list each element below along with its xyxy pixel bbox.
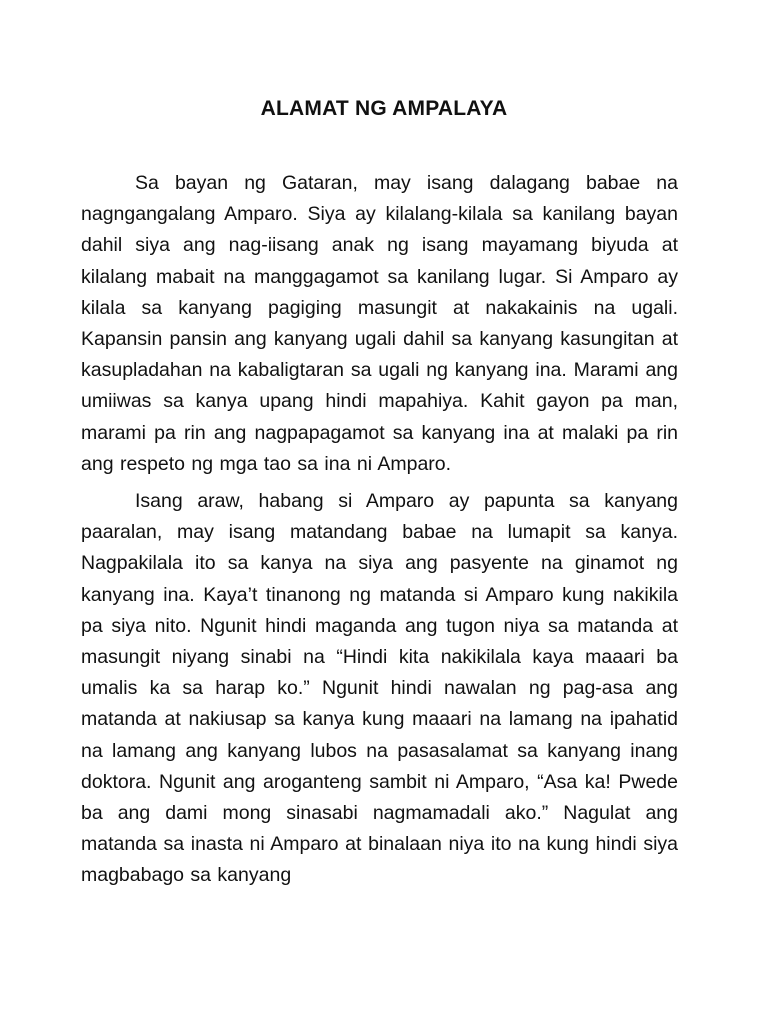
paragraph-2: Isang araw, habang si Amparo ay papunta sa kanyang paaralan, may isang matandang babae na lumapit sa kanya. Nagpakilala ito sa kanya na siya ang pasyente na ginamot ng kanyang ina. Kaya’t tinanong ng matanda si Amparo kung nakikila pa siya nito. Ngunit hindi maganda ang tugon niya sa matanda at masungit niyang sinabi na “Hindi kita nakikilala kaya maaari ba umalis ka sa harap ko.” Ngunit hindi nawalan ng pag-asa ang matanda at nakiusap sa kanya kung maaari na lamang na ipahatid na lamang ang kanyang lubos na pasasalamat sa kanyang inang doktora. Ngunit ang aroganteng sambit ni Amparo, “Asa ka! Pwede ba ang dami mong sinasabi nagmamadali ako.” Nagulat ang matanda sa inasta ni Amparo at binalaan niya ito na kung hindi siya magbabago sa kanyang bbox=[81, 490, 678, 887]
document-body bbox=[81, 168, 678, 898]
document-title: ALAMAT NG AMPALAYA bbox=[260, 97, 508, 120]
paragraph-1: Sa bayan ng Gataran, may isang dalagang babae na nagngangalang Amparo. Siya ay kilalang-kilala sa kanilang bayan dahil siya ang nag-iisang anak ng isang mayamang biyuda at kilalang mabait na manggagamot sa kanilang lugar. Si Amparo ay kilala sa kanyang pagiging masungit at nakakainis na ugali. Kapansin pansin ang kanyang ugali dahil sa kanyang kasungitan at kasupladahan na kabaligtaran sa ugali ng kanyang ina. Marami ang umiiwas sa kanya upang hindi mapahiya. Kahit gayon pa man, marami pa rin ang nagpapagamot sa kanyang ina at malaki pa rin ang respeto ng mga tao sa ina ni Amparo. bbox=[81, 172, 678, 475]
